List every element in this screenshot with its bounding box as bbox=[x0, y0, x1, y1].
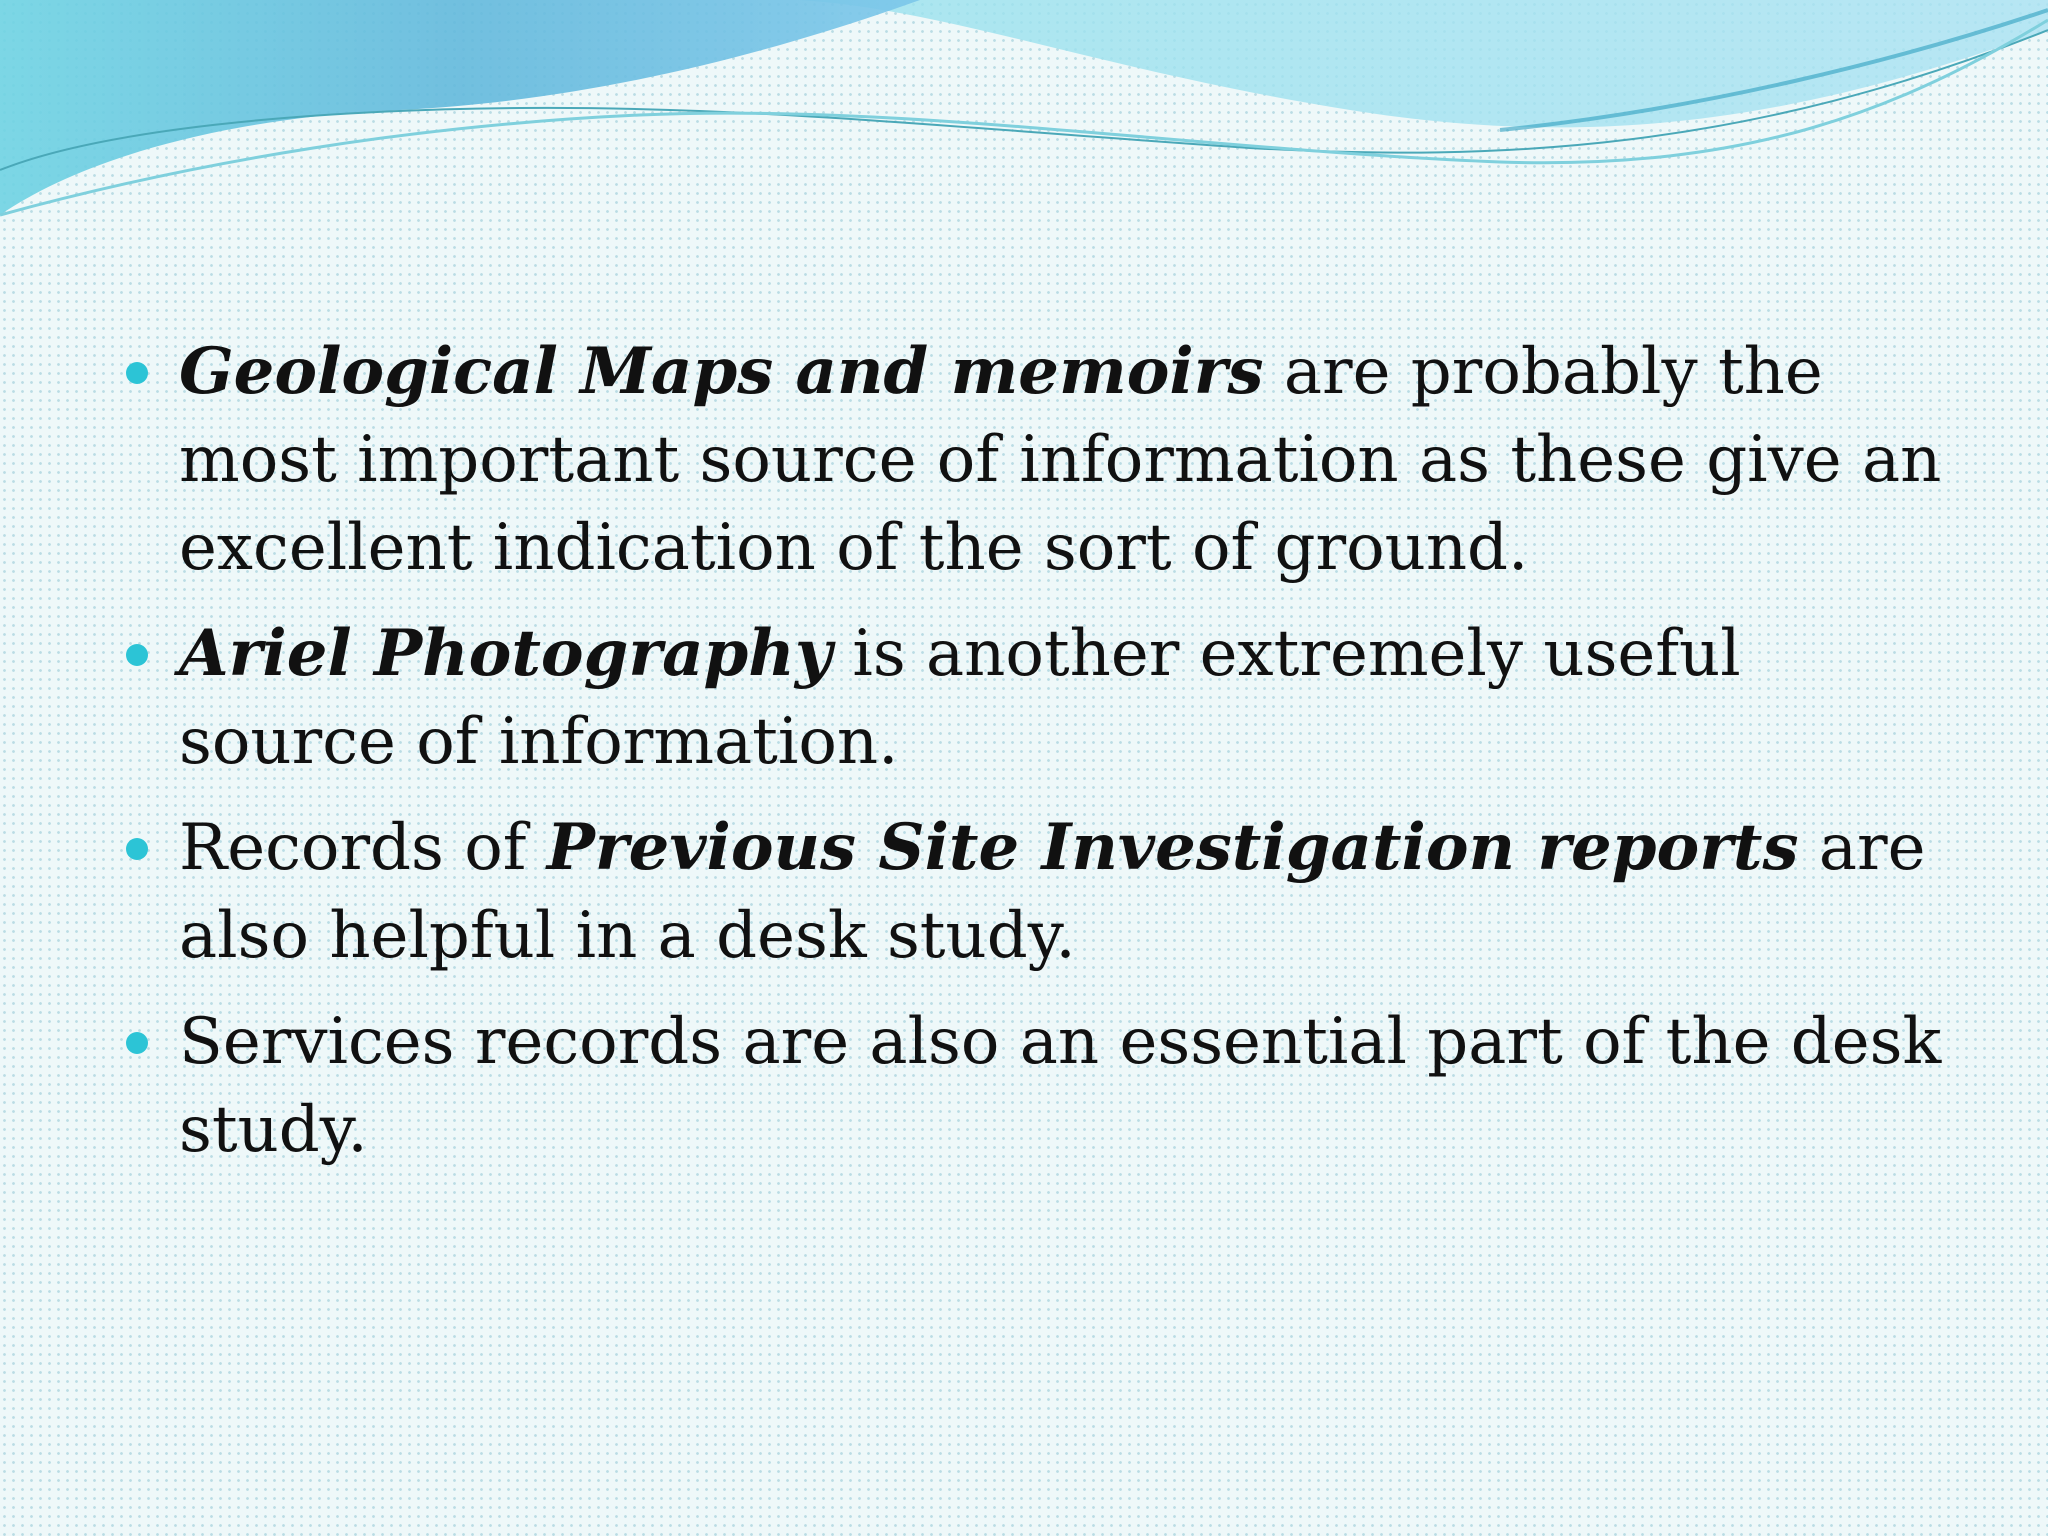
bullet-item-services-records bbox=[126, 998, 1946, 1174]
bullet-text: are also helpful in a desk study. bbox=[179, 811, 1926, 973]
bullet-text-prefix: Records of bbox=[179, 811, 547, 885]
bullet-item-previous-site-investigation bbox=[126, 804, 1946, 980]
bullet-item-geological-maps bbox=[126, 328, 1946, 592]
bullet-emphasis: Previous Site Investigation reports bbox=[546, 810, 1799, 885]
bullet-emphasis: Geological Maps and memoirs bbox=[179, 334, 1264, 409]
bullet-icon bbox=[126, 838, 148, 860]
bullet-item-ariel-photography bbox=[126, 610, 1946, 786]
bullet-text: is another extremely useful source of information. bbox=[179, 617, 1741, 779]
decorative-wave-header bbox=[0, 0, 2048, 240]
bullet-icon bbox=[126, 1032, 148, 1054]
bullet-text: are probably the most important source of information as these give an excellent indication of the sort of ground. bbox=[179, 335, 1942, 585]
slide-content bbox=[126, 328, 1946, 1192]
bullet-icon bbox=[126, 362, 148, 384]
bullet-icon bbox=[126, 644, 148, 666]
bullet-emphasis: Ariel Photography bbox=[179, 616, 832, 691]
bullet-text: Services records are also an essential part of the desk study. bbox=[179, 1005, 1942, 1167]
